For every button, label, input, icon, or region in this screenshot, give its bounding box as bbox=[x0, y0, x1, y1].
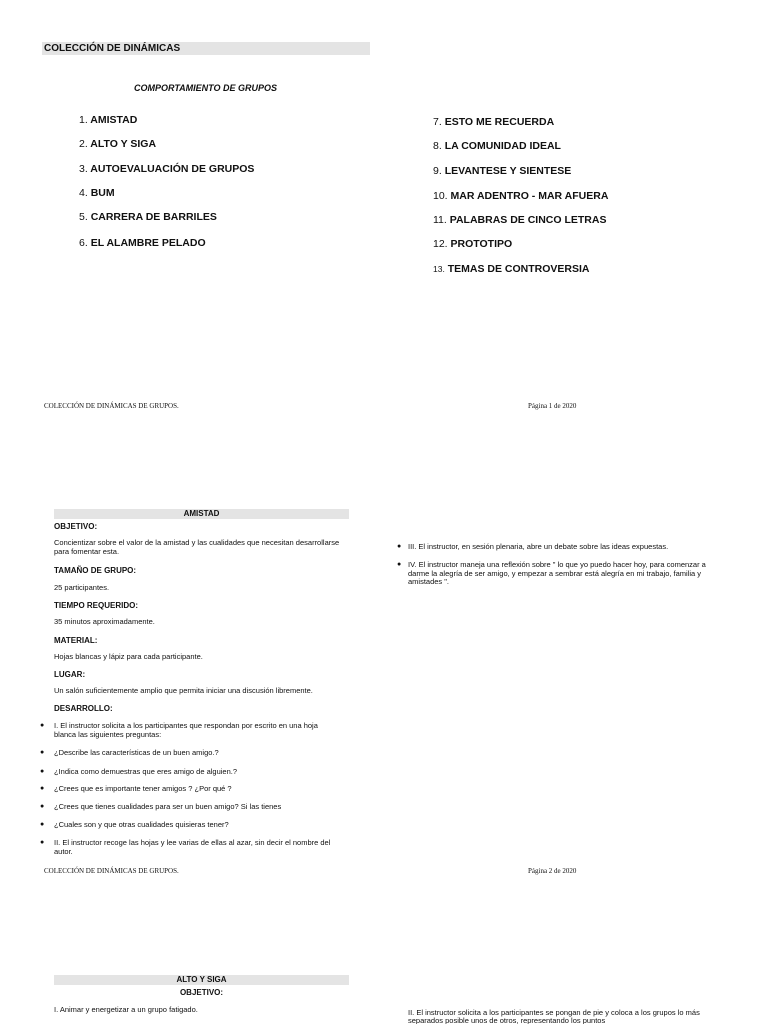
list-item: ● ¿Indica como demuestras que eres amigo de alguien.? bbox=[40, 767, 238, 776]
toc-item[interactable]: 8. LA COMUNIDAD IDEAL bbox=[433, 140, 561, 152]
tiempo-text: 35 minutos aproximadamente. bbox=[54, 617, 155, 626]
objetivo-text: Concientizar sobre el valor de la amistad y las cualidades que necesitan desarrollarse para fomentar esta. bbox=[54, 538, 340, 556]
bullet-icon: ● bbox=[40, 785, 45, 792]
objetivo-text: I. Animar y energetizar a un grupo fatigado. bbox=[54, 1005, 198, 1014]
list-item: ● ¿Describe las características de un buen amigo.? bbox=[40, 748, 219, 757]
toc-item[interactable]: 7. ESTO ME RECUERDA bbox=[433, 116, 555, 128]
toc-item[interactable]: 5. CARRERA DE BARRILES bbox=[79, 211, 217, 223]
page-footer-right: Página 1 de 2020 bbox=[528, 402, 577, 410]
toc-item[interactable]: 11. PALABRAS DE CINCO LETRAS bbox=[433, 214, 607, 226]
list-item: ● ¿Crees que tienes cualidades para ser un buen amigo? Si las tienes bbox=[40, 802, 282, 811]
page-footer-right: Página 2 de 2020 bbox=[528, 867, 577, 875]
page3-right-text: II. El instructor solicita a los participantes se pongan de pie y coloca a los grupos lo más separados posible unos de otros, representando los puntos bbox=[408, 1009, 700, 1024]
list-item: ● II. El instructor recoge las hojas y lee varias de ellas al azar, sin decir el nombre del autor. bbox=[40, 838, 331, 856]
tiempo-label: TIEMPO REQUERIDO: bbox=[54, 601, 139, 610]
bullet-icon: ● bbox=[40, 749, 45, 756]
list-item: ● I. El instructor solicita a los participantes que respondan por escrito en una hoja blanca las siguientes preguntas: bbox=[40, 721, 318, 739]
section-subtitle: COMPORTAMIENTO DE GRUPOS bbox=[134, 83, 278, 93]
page-footer-left: COLECCIÓN DE DINÁMICAS DE GRUPOS. bbox=[44, 402, 179, 410]
list-item: ● ¿Cuales son y que otras cualidades quisieras tener? bbox=[40, 820, 229, 829]
toc-item[interactable]: 13. TEMAS DE CONTROVERSIA bbox=[433, 263, 590, 275]
list-item: ● IV. El instructor maneja una reflexión sobre " lo que yo puedo hacer hoy, para comenzar a darme la alegría de ser amigo, y empezar a sembrar está alegría en mi trabajo, familia y amistades ". bbox=[397, 560, 706, 586]
toc-item[interactable]: 6. EL ALAMBRE PELADO bbox=[79, 237, 206, 249]
bullet-icon: ● bbox=[397, 543, 402, 550]
toc-item[interactable]: 4. BUM bbox=[79, 187, 115, 199]
toc-item[interactable]: 12. PROTOTIPO bbox=[433, 238, 513, 250]
toc-item[interactable]: 1. AMISTAD bbox=[79, 114, 138, 126]
bullet-icon: ● bbox=[397, 561, 402, 568]
list-item: ● III. El instructor, en sesión plenaria, abre un debate sobre las ideas expuestas. bbox=[397, 542, 669, 551]
toc-item[interactable]: 9. LEVANTESE Y SIENTESE bbox=[433, 165, 572, 177]
lugar-text: Un salón suficientemente amplio que permita iniciar una discusión libremente. bbox=[54, 686, 313, 695]
objetivo-label: OBJETIVO: bbox=[179, 988, 224, 997]
section-title: AMISTAD bbox=[54, 509, 349, 519]
toc-item[interactable]: 10. MAR ADENTRO - MAR AFUERA bbox=[433, 190, 609, 202]
bullet-icon: ● bbox=[40, 839, 45, 846]
material-text: Hojas blancas y lápiz para cada participante. bbox=[54, 652, 203, 661]
toc-item[interactable]: 3. AUTOEVALUACIÓN DE GRUPOS bbox=[79, 163, 255, 175]
tamano-label: TAMAÑO DE GRUPO: bbox=[54, 566, 137, 575]
bullet-icon: ● bbox=[40, 821, 45, 828]
objetivo-label: OBJETIVO: bbox=[54, 522, 98, 531]
document-header: COLECCIÓN DE DINÁMICAS bbox=[42, 42, 370, 55]
desarrollo-label: DESARROLLO: bbox=[54, 704, 113, 713]
toc-item[interactable]: 2. ALTO Y SIGA bbox=[79, 138, 157, 150]
tamano-text: 25 participantes. bbox=[54, 583, 110, 592]
bullet-icon: ● bbox=[40, 803, 45, 810]
material-label: MATERIAL: bbox=[54, 636, 98, 645]
bullet-icon: ● bbox=[40, 768, 45, 775]
page-footer-left: COLECCIÓN DE DINÁMICAS DE GRUPOS. bbox=[44, 867, 179, 875]
section-title: ALTO Y SIGA bbox=[54, 975, 349, 985]
bullet-icon: ● bbox=[40, 722, 45, 729]
lugar-label: LUGAR: bbox=[54, 670, 86, 679]
list-item: ● ¿Crees que es importante tener amigos ? ¿Por qué ? bbox=[40, 784, 232, 793]
